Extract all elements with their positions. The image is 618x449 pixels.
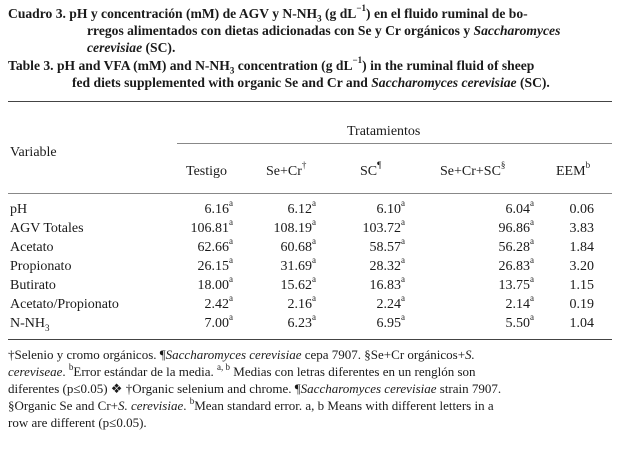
table-cell: 7.00$^a$ bbox=[204, 312, 233, 331]
table-cell: 6.23$^a$ bbox=[287, 312, 316, 331]
table-cell: 56.28$^a$ bbox=[498, 236, 534, 255]
row-label: Propionato bbox=[10, 259, 72, 274]
table-cell: 103.72$^a$ bbox=[362, 217, 405, 236]
table-cell: 3.20 bbox=[569, 259, 594, 274]
table-cell: 15.62$^a$ bbox=[280, 274, 316, 293]
table-cell: 6.04$^a$ bbox=[505, 198, 534, 217]
col-header-testigo: Testigo bbox=[186, 164, 228, 179]
table-cell: 1.15 bbox=[569, 278, 594, 293]
table-cell: 26.15$^a$ bbox=[197, 255, 233, 274]
table-cell: 0.19 bbox=[569, 297, 594, 312]
table-cell: 26.83$^a$ bbox=[498, 255, 534, 274]
table-cell: 2.14$^a$ bbox=[505, 293, 534, 312]
col-header-se-cr-sc: Se+Cr+SC§ bbox=[440, 160, 506, 179]
table-cell: 31.69$^a$ bbox=[280, 255, 316, 274]
col-header-sc: SC¶ bbox=[360, 160, 382, 179]
table-cell: 16.83$^a$ bbox=[369, 274, 405, 293]
table-cell: 1.04 bbox=[569, 316, 594, 331]
variable-header: Variable bbox=[10, 145, 57, 160]
row-label: Butirato bbox=[10, 278, 56, 293]
table-cell: 6.95$^a$ bbox=[376, 312, 405, 331]
row-label: $N-NH_3$ bbox=[10, 316, 50, 333]
col-header-eem: EEM$^b$ bbox=[556, 160, 591, 179]
table-caption-english bbox=[8, 57, 612, 91]
table-cell: 3.83 bbox=[569, 221, 594, 236]
treatments-header: Tratamientos bbox=[347, 124, 421, 139]
row-label: pH bbox=[10, 202, 28, 217]
table-caption-spanish bbox=[8, 5, 612, 56]
table-cell: 62.66$^a$ bbox=[197, 236, 233, 255]
footnote-line-3: diferentes (p≤0.05) ❖ †Organic selenium and chrome. ¶Saccharomyces cerevisiae strain 7907. bbox=[8, 381, 502, 396]
table-cell: 2.24$^a$ bbox=[376, 293, 405, 312]
caption-es-line-2: rregos alimentados con dietas adicionadas con Se y Cr orgánicos y Saccharomyces bbox=[87, 23, 561, 38]
table-cell: 106.81$^a$ bbox=[190, 217, 233, 236]
caption-en-line-2: fed diets supplemented with organic Se and Cr and Saccharomyces cerevisiae (SC). bbox=[72, 75, 550, 90]
table-cell: 96.86$^a$ bbox=[498, 217, 534, 236]
table-cell: 1.84 bbox=[569, 240, 594, 255]
table-cell: 6.10$^a$ bbox=[376, 198, 405, 217]
table-cell: 108.19$^a$ bbox=[273, 217, 316, 236]
table-cell: 5.50$^a$ bbox=[505, 312, 534, 331]
table-bottom-rule bbox=[8, 339, 612, 340]
header-bottom-rule bbox=[8, 193, 612, 194]
table-cell: 58.57$^a$ bbox=[369, 236, 405, 255]
row-label: AGV Totales bbox=[10, 221, 84, 236]
footnote-line-1: †Selenio y cromo orgánicos. ¶Saccharomyces cerevisiae cepa 7907. §Se+Cr orgánicos+S. bbox=[8, 347, 475, 362]
table-top-rule bbox=[8, 101, 612, 102]
caption-en-line-1: Table 3. pH and VFA (mM) and $N-NH_3$ concentration (g $dL^{-1}$) in the ruminal fluid of sheep bbox=[8, 55, 535, 76]
table-cell: 60.68$^a$ bbox=[280, 236, 316, 255]
footnote-line-5: row are different (p≤0.05). bbox=[8, 415, 147, 430]
row-label: Acetato bbox=[10, 240, 54, 255]
footnote-line-2: cereviseae. $^b$Error estándar de la media. $^{a, b}$ Medias con letras diferentes en un renglón son bbox=[8, 361, 476, 379]
table-cell: 13.75$^a$ bbox=[498, 274, 534, 293]
footnote-line-4: §Organic Se and Cr+S. cerevisiae. $^b$Mean standard error. a, b Means with different letters in a bbox=[8, 395, 494, 413]
table-cell: 0.06 bbox=[569, 202, 594, 217]
table-cell: 6.12$^a$ bbox=[287, 198, 316, 217]
caption-es-line-3: cerevisiae (SC). bbox=[87, 40, 176, 55]
col-header-se-cr: Se+Cr† bbox=[266, 160, 307, 179]
table-footnotes bbox=[8, 346, 612, 431]
treatments-underline bbox=[177, 143, 612, 144]
table-cell: 18.00$^a$ bbox=[197, 274, 233, 293]
table-cell: 2.42$^a$ bbox=[204, 293, 233, 312]
table-cell: 6.16$^a$ bbox=[204, 198, 233, 217]
caption-es-line-1: Cuadro 3. pH y concentración (mM) de AGV y $N-NH_3$ (g $dL^{-1}$) en el fluido ruminal de bo- bbox=[8, 3, 528, 24]
table-cell: 28.32$^a$ bbox=[369, 255, 405, 274]
row-label: Acetato/Propionato bbox=[10, 297, 119, 312]
table-cell: 2.16$^a$ bbox=[287, 293, 316, 312]
